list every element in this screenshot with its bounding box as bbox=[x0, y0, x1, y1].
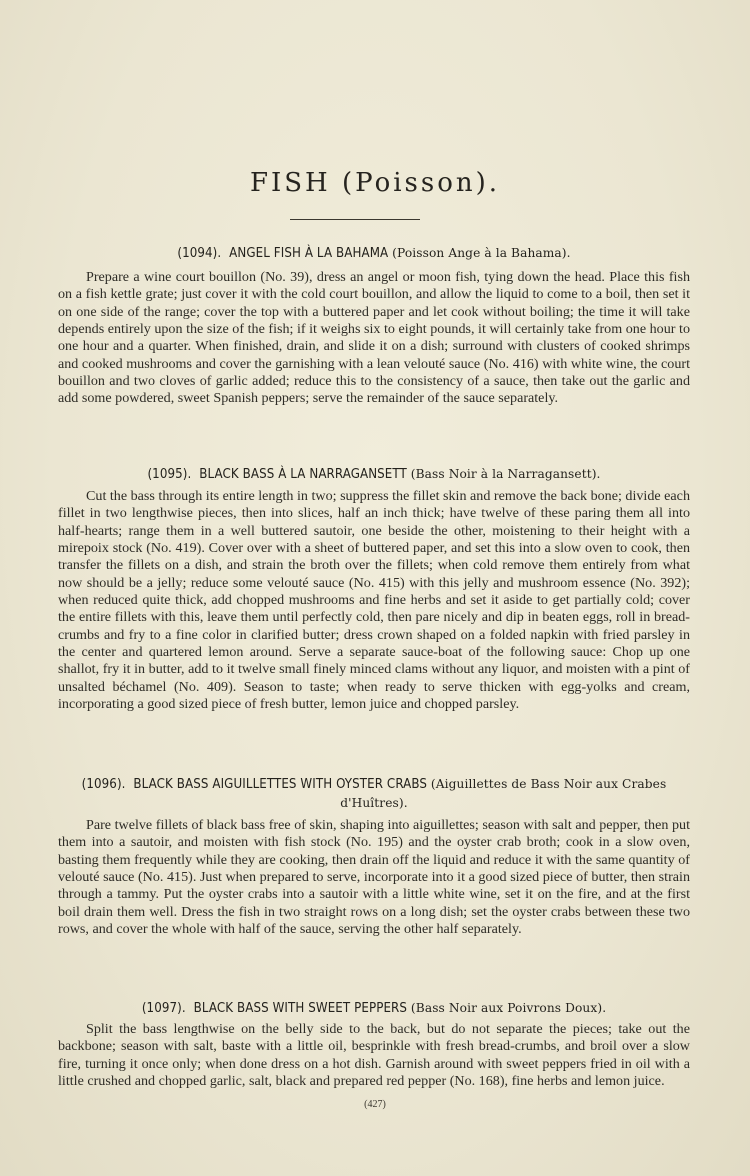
recipe-french-name: (Aiguillettes de Bass Noir aux Crabes d'Huîtres). bbox=[340, 777, 667, 810]
recipe-body-1096 bbox=[58, 817, 690, 938]
recipe-heading-1096 bbox=[58, 775, 690, 813]
recipe-heading-1094 bbox=[58, 244, 690, 263]
recipe-french-name: (Bass Noir aux Poivrons Doux). bbox=[410, 1001, 607, 1015]
recipe-heading-1097 bbox=[58, 999, 690, 1018]
recipe-number: (1097). bbox=[141, 1001, 186, 1016]
recipe-body-1094 bbox=[58, 269, 690, 408]
recipe-name: BLACK BASS AIGUILLETTES WITH OYSTER CRABS bbox=[133, 777, 427, 792]
recipe-number: (1095). bbox=[147, 467, 192, 482]
recipe-text: Pare twelve fillets of black bass free of skin, shaping into aiguillettes; season with salt and pepper, then put them into a sautoir, and moisten with fish stock (No. 195) and the oyster crab broth; cook in a slow oven, basting them frequently while they are cooking, then drain off the liquid and reduce it with the same quantity of velouté sauce (No. 415). Just when prepared to serve, incorporate into it a good sized piece of butter, then strain through a tammy. Put the oyster crabs into a sautoir with a little white wine, set it on the fire, and at the first boil drain them well. Dress the fish in two straight rows on a long dish; set the oyster crabs between these two rows, and cover the whole with half of the sauce, serving the other half separately. bbox=[58, 817, 690, 938]
recipe-name: BLACK BASS WITH SWEET PEPPERS bbox=[193, 1001, 408, 1016]
title-divider bbox=[290, 219, 420, 220]
recipe-french-name: (Poisson Ange à la Bahama). bbox=[392, 246, 571, 260]
recipe-name: BLACK BASS À LA NARRAGANSETT bbox=[199, 467, 407, 482]
recipe-text: Split the bass lengthwise on the belly side to the back, but do not separate the pieces; take out the backbone; season with salt, baste with a little oil, besprinkle with fresh bread-crumbs, and broil over a slow fire, turning it once only; when done dress on a hot dish. Garnish around with sweet peppers fried in oil with a little crushed and chopped garlic, salt, black and prepared red pepper (No. 168), fine herbs and lemon juice. bbox=[58, 1021, 690, 1090]
recipe-text: Cut the bass through its entire length in two; suppress the fillet skin and remove the back bone; divide each fillet in two lengthwise pieces, then into slices, half an inch thick; have twelve of these paring them all into half-hearts; range them in a well buttered sautoir, one beside the other, moistening to their height with a mirepoix stock (No. 419). Cover over with a sheet of buttered paper, and set this into a slow oven to cook, then transfer the fillets on a dish, and strain the broth over the fillets; when cold remove them entirely from what now should be a jelly; reduce some velouté sauce (No. 415) with this jelly and mushroom essence (No. 392); when reduced quite thick, add chopped mushrooms and fine herbs and set it aside to get partially cold; cover the entire fillets with this, leave them until perfectly cold, then pare nicely and dip in beaten eggs, roll in bread-crumbs and fry to a fine color in clarified butter; dress crown shaped on a folded napkin with fried parsley in the center and quartered lemon around. Serve a separate sauce-boat of the following sauce: Chop up one shallot, fry it in butter, add to it twelve small finely minced clams without any liquor, and moisten with a pint of unsalted béchamel (No. 409). Season to taste; when ready to serve thicken with egg-yolks and cream, incorporating a good sized piece of fresh butter, lemon juice and chopped parsley. bbox=[58, 488, 690, 713]
recipe-number: (1096). bbox=[81, 777, 126, 792]
recipe-name: ANGEL FISH À LA BAHAMA bbox=[229, 246, 389, 261]
recipe-text: Prepare a wine court bouillon (No. 39), dress an angel or moon fish, tying down the head. Place this fish on a fish kettle grate; just cover it with the cold court bouillon, and allow the liquid to come to a boil, then set it on one side of the range; cover the top with a buttered paper and let cook without boiling; the time it will take depends entirely upon the size of the fish; if it weighs six to eight pounds, it will certainly take from one hour to one hour and a quarter. When finished, drain, and slide it on a dish; surround with clusters of cooked shrimps and cooked mushrooms and cover the garnishing with a lean velouté sauce (No. 416) with white wine, the court bouillon and two cloves of garlic added; reduce this to the consistency of a sauce, then take out the garlic and add some powdered, sweet Spanish peppers; serve the remainder of the sauce separately. bbox=[58, 269, 690, 407]
recipe-french-name: (Bass Noir à la Narragansett). bbox=[410, 467, 601, 481]
page-number: (427) bbox=[364, 1099, 386, 1110]
page-title: FISH (Poisson). bbox=[249, 168, 501, 198]
recipe-body-1095 bbox=[58, 488, 690, 713]
recipe-body-1097 bbox=[58, 1021, 690, 1090]
recipe-number: (1094). bbox=[177, 246, 222, 261]
recipe-heading-1095 bbox=[58, 465, 690, 484]
